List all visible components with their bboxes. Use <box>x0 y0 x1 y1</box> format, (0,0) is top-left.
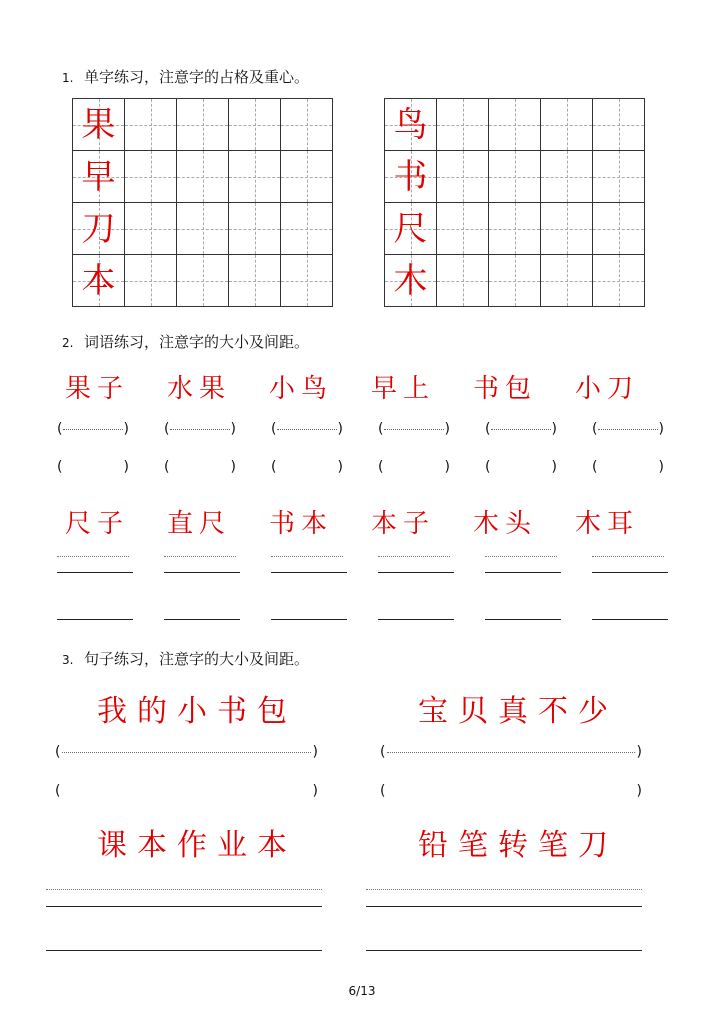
model-char-cell <box>385 203 437 255</box>
paren-close: ) <box>444 421 450 437</box>
line-slot <box>378 572 485 573</box>
line-slot <box>592 619 699 620</box>
answer-slot <box>164 459 271 475</box>
practice-cell[interactable] <box>229 99 281 151</box>
line-slot <box>271 572 378 573</box>
answer-slot <box>485 459 592 475</box>
practice-word: 果子 <box>65 374 130 404</box>
practice-cell[interactable] <box>177 255 229 307</box>
answer-slot <box>592 459 699 475</box>
sentence-1-answer-plain: ( ) <box>55 783 318 799</box>
line-slot <box>57 556 164 557</box>
answer-box[interactable] <box>485 459 557 475</box>
practice-word: 本子 <box>371 509 436 539</box>
word-slot <box>567 503 669 540</box>
practice-cell[interactable] <box>593 203 645 255</box>
pinyin-answer-box[interactable] <box>592 421 664 437</box>
practice-cell[interactable] <box>437 99 489 151</box>
paren-close: ) <box>658 421 664 437</box>
answer-row-plain <box>57 459 699 475</box>
model-char: 刀 <box>81 208 116 249</box>
page-number: 6/13 <box>348 984 376 998</box>
practice-cell[interactable] <box>125 99 177 151</box>
dotted-writing-line[interactable] <box>57 556 129 557</box>
practice-word: 小刀 <box>575 374 640 404</box>
paren-open: ( <box>592 459 598 475</box>
paren-open: ( <box>485 421 491 437</box>
sentence-2-answer-dotted: ( ) <box>380 744 642 760</box>
solid-writing-line[interactable] <box>57 572 133 573</box>
practice-cell[interactable] <box>125 151 177 203</box>
sentence-4-solid-line <box>366 906 642 907</box>
line-slot <box>592 572 699 573</box>
paren-close: ) <box>337 459 343 475</box>
answer-slot <box>164 421 271 437</box>
line-slot <box>271 619 378 620</box>
model-char: 书 <box>393 156 428 197</box>
model-char-cell <box>385 255 437 307</box>
solid-writing-line[interactable] <box>592 572 668 573</box>
line-slot <box>271 556 378 557</box>
model-char: 早 <box>81 156 116 197</box>
solid-writing-line[interactable] <box>164 619 240 620</box>
section3-heading <box>62 648 309 669</box>
section3-title: 句子练习，注意字的大小及间距。 <box>84 650 310 668</box>
word-slot <box>57 368 159 405</box>
answer-slot <box>592 421 699 437</box>
practice-word: 直尺 <box>167 509 232 539</box>
model-char-cell <box>73 99 125 151</box>
paren-fill <box>170 428 229 430</box>
line-slot <box>57 572 164 573</box>
word-slot <box>465 368 567 405</box>
section1-title: 单字练习，注意字的占格及重心。 <box>84 68 310 86</box>
practice-word: 书本 <box>269 509 334 539</box>
paren-close: ) <box>230 421 236 437</box>
practice-word: 木头 <box>473 509 538 539</box>
practice-word: 早上 <box>371 374 436 404</box>
section2-heading <box>62 331 309 352</box>
practice-cell[interactable] <box>593 255 645 307</box>
sentence-4-bottom-line <box>366 950 642 951</box>
paren-open: ( <box>592 421 598 437</box>
practice-cell[interactable] <box>541 255 593 307</box>
paren-fill <box>491 428 550 430</box>
practice-cell[interactable] <box>177 99 229 151</box>
pinyin-answer-box[interactable] <box>378 421 450 437</box>
practice-cell[interactable] <box>229 203 281 255</box>
paren-close: ) <box>230 459 236 475</box>
paren-close: ) <box>551 421 557 437</box>
paren-open: ( <box>164 421 170 437</box>
solid-writing-line[interactable] <box>378 572 454 573</box>
model-char-cell <box>385 151 437 203</box>
model-char: 果 <box>81 104 116 145</box>
pinyin-answer-box[interactable] <box>164 421 236 437</box>
practice-word: 书包 <box>473 374 538 404</box>
section1-number: 1. <box>62 71 74 85</box>
line-slot <box>164 556 271 557</box>
solid-writing-line[interactable] <box>164 572 240 573</box>
practice-word: 小鸟 <box>269 374 334 404</box>
practice-cell[interactable] <box>541 151 593 203</box>
practice-cell[interactable] <box>489 99 541 151</box>
solid-writing-line[interactable] <box>271 572 347 573</box>
sentence-4-dotted-line <box>366 889 642 890</box>
practice-cell[interactable] <box>437 151 489 203</box>
line-slot <box>378 619 485 620</box>
sentence-4: 铅笔转笔刀 <box>418 828 618 863</box>
paren-open: ( <box>57 459 63 475</box>
model-char: 鸟 <box>393 104 428 145</box>
section2-number: 2. <box>62 336 74 350</box>
practice-cell[interactable] <box>489 151 541 203</box>
dotted-writing-line[interactable] <box>485 556 557 557</box>
sentence-2: 宝贝真不少 <box>418 694 618 729</box>
word-slot <box>261 503 363 540</box>
solid-writing-line[interactable] <box>592 619 668 620</box>
solid-writing-line[interactable] <box>378 619 454 620</box>
word-row-1 <box>57 368 669 405</box>
dotted-writing-line[interactable] <box>592 556 664 557</box>
paren-open: ( <box>164 459 170 475</box>
practice-cell[interactable] <box>281 99 333 151</box>
paren-fill <box>598 428 657 430</box>
sentence-3-bottom-line <box>46 950 322 951</box>
dotted-writing-line[interactable] <box>164 556 236 557</box>
writing-lines-c <box>57 619 699 620</box>
answer-row-dotted <box>57 421 699 437</box>
model-char: 木 <box>393 260 428 301</box>
solid-writing-line[interactable] <box>485 619 561 620</box>
answer-slot <box>57 459 164 475</box>
dotted-writing-line[interactable] <box>378 556 450 557</box>
section2-title: 词语练习，注意字的大小及间距。 <box>84 333 310 351</box>
paren-open: ( <box>485 459 491 475</box>
word-slot <box>465 503 567 540</box>
tianzige-grid-right <box>384 98 645 307</box>
sentence-2-answer-plain: ( ) <box>380 783 642 799</box>
line-slot <box>485 619 592 620</box>
practice-cell[interactable] <box>177 203 229 255</box>
solid-writing-line[interactable] <box>485 572 561 573</box>
word-slot <box>363 368 465 405</box>
answer-box[interactable] <box>271 459 343 475</box>
dotted-writing-line[interactable] <box>271 556 343 557</box>
practice-cell[interactable] <box>437 255 489 307</box>
practice-cell[interactable] <box>541 99 593 151</box>
model-char: 尺 <box>393 208 428 249</box>
paren-open: ( <box>271 459 277 475</box>
answer-slot <box>271 421 378 437</box>
practice-cell[interactable] <box>593 99 645 151</box>
paren-close: ) <box>551 459 557 475</box>
writing-lines-b <box>57 572 699 573</box>
word-slot <box>159 503 261 540</box>
line-slot <box>164 619 271 620</box>
answer-box[interactable] <box>164 459 236 475</box>
pinyin-answer-box[interactable] <box>271 421 343 437</box>
practice-cell[interactable] <box>229 255 281 307</box>
practice-cell[interactable] <box>593 151 645 203</box>
paren-close: ) <box>444 459 450 475</box>
sentence-3: 课本作业本 <box>97 828 297 863</box>
answer-box[interactable] <box>592 459 664 475</box>
word-slot <box>567 368 669 405</box>
practice-word: 木耳 <box>575 509 640 539</box>
paren-fill <box>277 428 336 430</box>
section1-heading <box>62 66 309 87</box>
practice-cell[interactable] <box>229 151 281 203</box>
solid-writing-line[interactable] <box>57 619 133 620</box>
practice-cell[interactable] <box>437 203 489 255</box>
model-char-cell <box>73 203 125 255</box>
model-char-cell <box>73 151 125 203</box>
practice-cell[interactable] <box>125 255 177 307</box>
line-slot <box>592 556 699 557</box>
practice-cell[interactable] <box>281 203 333 255</box>
paren-open: ( <box>378 459 384 475</box>
word-slot <box>159 368 261 405</box>
practice-word: 水果 <box>167 374 232 404</box>
sentence-1: 我的小书包 <box>97 694 297 729</box>
paren-open: ( <box>271 421 277 437</box>
answer-slot <box>271 459 378 475</box>
paren-open: ( <box>378 421 384 437</box>
practice-cell[interactable] <box>177 151 229 203</box>
line-slot <box>485 556 592 557</box>
sentence-3-dotted-line <box>46 889 322 890</box>
line-slot <box>378 556 485 557</box>
practice-cell[interactable] <box>489 203 541 255</box>
practice-cell[interactable] <box>125 203 177 255</box>
answer-slot <box>57 421 164 437</box>
answer-slot <box>378 421 485 437</box>
sentence-3-solid-line <box>46 906 322 907</box>
tianzige-grid-left <box>72 98 333 307</box>
practice-cell[interactable] <box>281 151 333 203</box>
line-slot <box>164 572 271 573</box>
word-row-2 <box>57 503 669 540</box>
paren-close: ) <box>123 459 129 475</box>
practice-cell[interactable] <box>489 255 541 307</box>
practice-cell[interactable] <box>541 203 593 255</box>
pinyin-answer-box[interactable] <box>57 421 129 437</box>
paren-fill <box>384 428 443 430</box>
word-slot <box>57 503 159 540</box>
word-slot <box>261 368 363 405</box>
practice-word: 尺子 <box>65 509 130 539</box>
model-char-cell <box>385 99 437 151</box>
sentence-1-answer-dotted: ( ) <box>55 744 318 760</box>
answer-box[interactable] <box>57 459 129 475</box>
paren-close: ) <box>123 421 129 437</box>
practice-cell[interactable] <box>281 255 333 307</box>
answer-slot <box>485 421 592 437</box>
line-slot <box>485 572 592 573</box>
answer-box[interactable] <box>378 459 450 475</box>
paren-close: ) <box>658 459 664 475</box>
writing-lines-a <box>57 556 699 557</box>
model-char: 本 <box>81 260 116 301</box>
paren-close: ) <box>337 421 343 437</box>
paren-fill <box>63 428 122 430</box>
pinyin-answer-box[interactable] <box>485 421 557 437</box>
paren-open: ( <box>57 421 63 437</box>
word-slot <box>363 503 465 540</box>
answer-slot <box>378 459 485 475</box>
solid-writing-line[interactable] <box>271 619 347 620</box>
model-char-cell <box>73 255 125 307</box>
line-slot <box>57 619 164 620</box>
section3-number: 3. <box>62 653 74 667</box>
